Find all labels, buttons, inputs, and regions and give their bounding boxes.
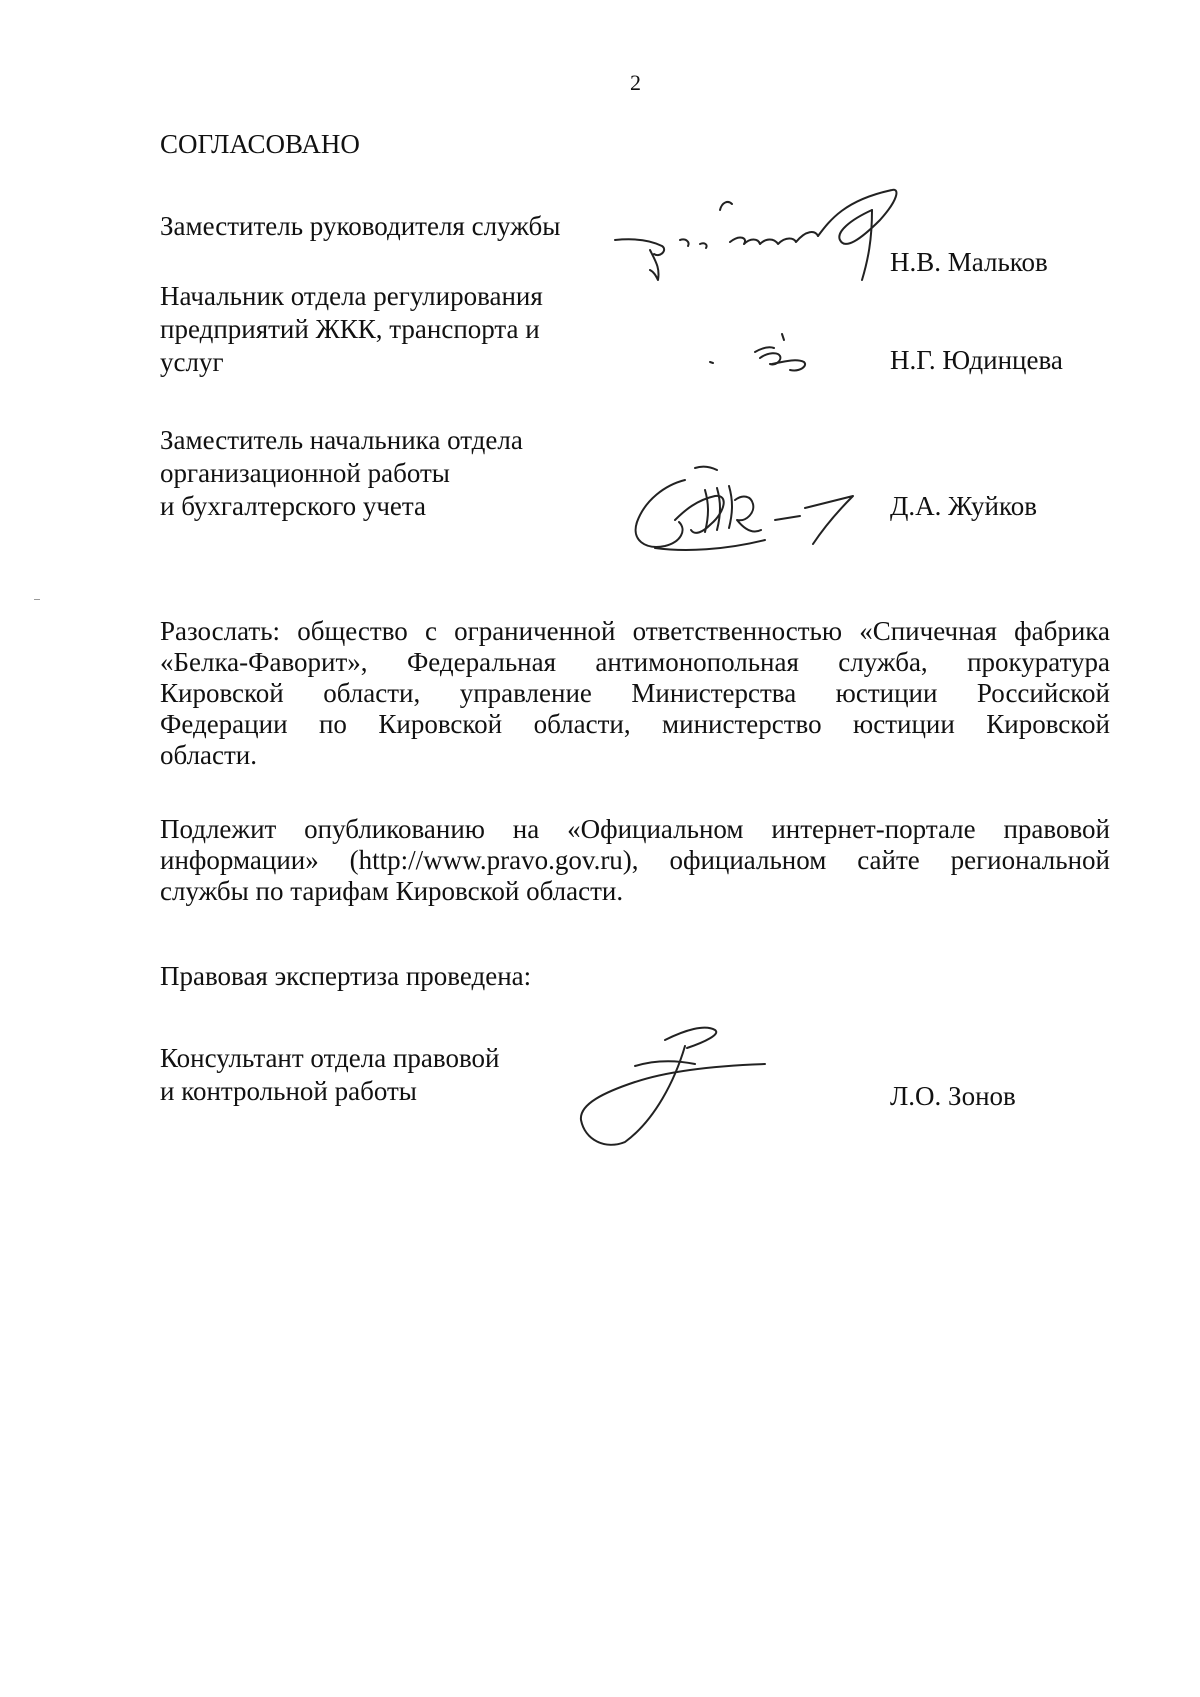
- legal-review-name: Л.О. Зонов: [890, 1081, 1016, 1111]
- approval-3-position-line: Заместитель начальника отдела: [160, 425, 523, 455]
- distribution-line: Федерации по Кировской области, министерство юстиции Кировской: [160, 709, 1110, 739]
- approval-3-position-line: и бухгалтерского учета: [160, 491, 427, 521]
- approval-1-position: [160, 210, 560, 243]
- margin-mark: [34, 599, 40, 600]
- approval-2-position-line: услуг: [160, 347, 224, 377]
- distribution-line: Разослать: общество с ограниченной ответственностью «Спичечная фабрика: [160, 616, 1110, 646]
- distribution-line: «Белка-Фаворит», Федеральная антимонопольная служба, прокуратура: [160, 647, 1110, 677]
- legal-review-position-line: и контрольной работы: [160, 1076, 417, 1106]
- publication-line: службы по тарифам Кировской области.: [160, 876, 624, 906]
- approval-2-name: Н.Г. Юдинцева: [890, 345, 1063, 375]
- publication-line: Подлежит опубликованию на «Официальном интернет-портале правовой: [160, 814, 1110, 844]
- signature-yudintseva-icon: [700, 322, 820, 382]
- approval-2-position-line: Начальник отдела регулирования: [160, 281, 543, 311]
- approval-heading: СОГЛАСОВАНО: [160, 129, 360, 159]
- publication-paragraph: [160, 814, 1110, 907]
- legal-review-heading: Правовая экспертиза проведена:: [160, 961, 532, 991]
- legal-review-position: [160, 1042, 499, 1108]
- approval-1-position-line: Заместитель руководителя службы: [160, 211, 561, 241]
- distribution-line: Кировской области, управление Министерства юстиции Российской: [160, 678, 1110, 708]
- approval-3-position-line: организационной работы: [160, 458, 450, 488]
- distribution-line: области.: [160, 740, 258, 770]
- signature-zonov-icon: [575, 1020, 775, 1150]
- approval-3-name: Д.А. Жуйков: [890, 491, 1037, 521]
- approval-2-position: [160, 280, 543, 379]
- legal-review-position-line: Консультант отдела правовой: [160, 1043, 500, 1073]
- approval-3-position: [160, 424, 523, 523]
- page-number: 2: [630, 70, 641, 95]
- approval-1-name: Н.В. Мальков: [890, 247, 1048, 277]
- publication-line: информации» (http://www.pravo.gov.ru), официальном сайте региональной: [160, 845, 1110, 875]
- distribution-paragraph: [160, 616, 1110, 771]
- signature-zhuikov-icon: [625, 460, 875, 570]
- signature-malkov-icon: [610, 180, 910, 300]
- approval-2-position-line: предприятий ЖКК, транспорта и: [160, 314, 540, 344]
